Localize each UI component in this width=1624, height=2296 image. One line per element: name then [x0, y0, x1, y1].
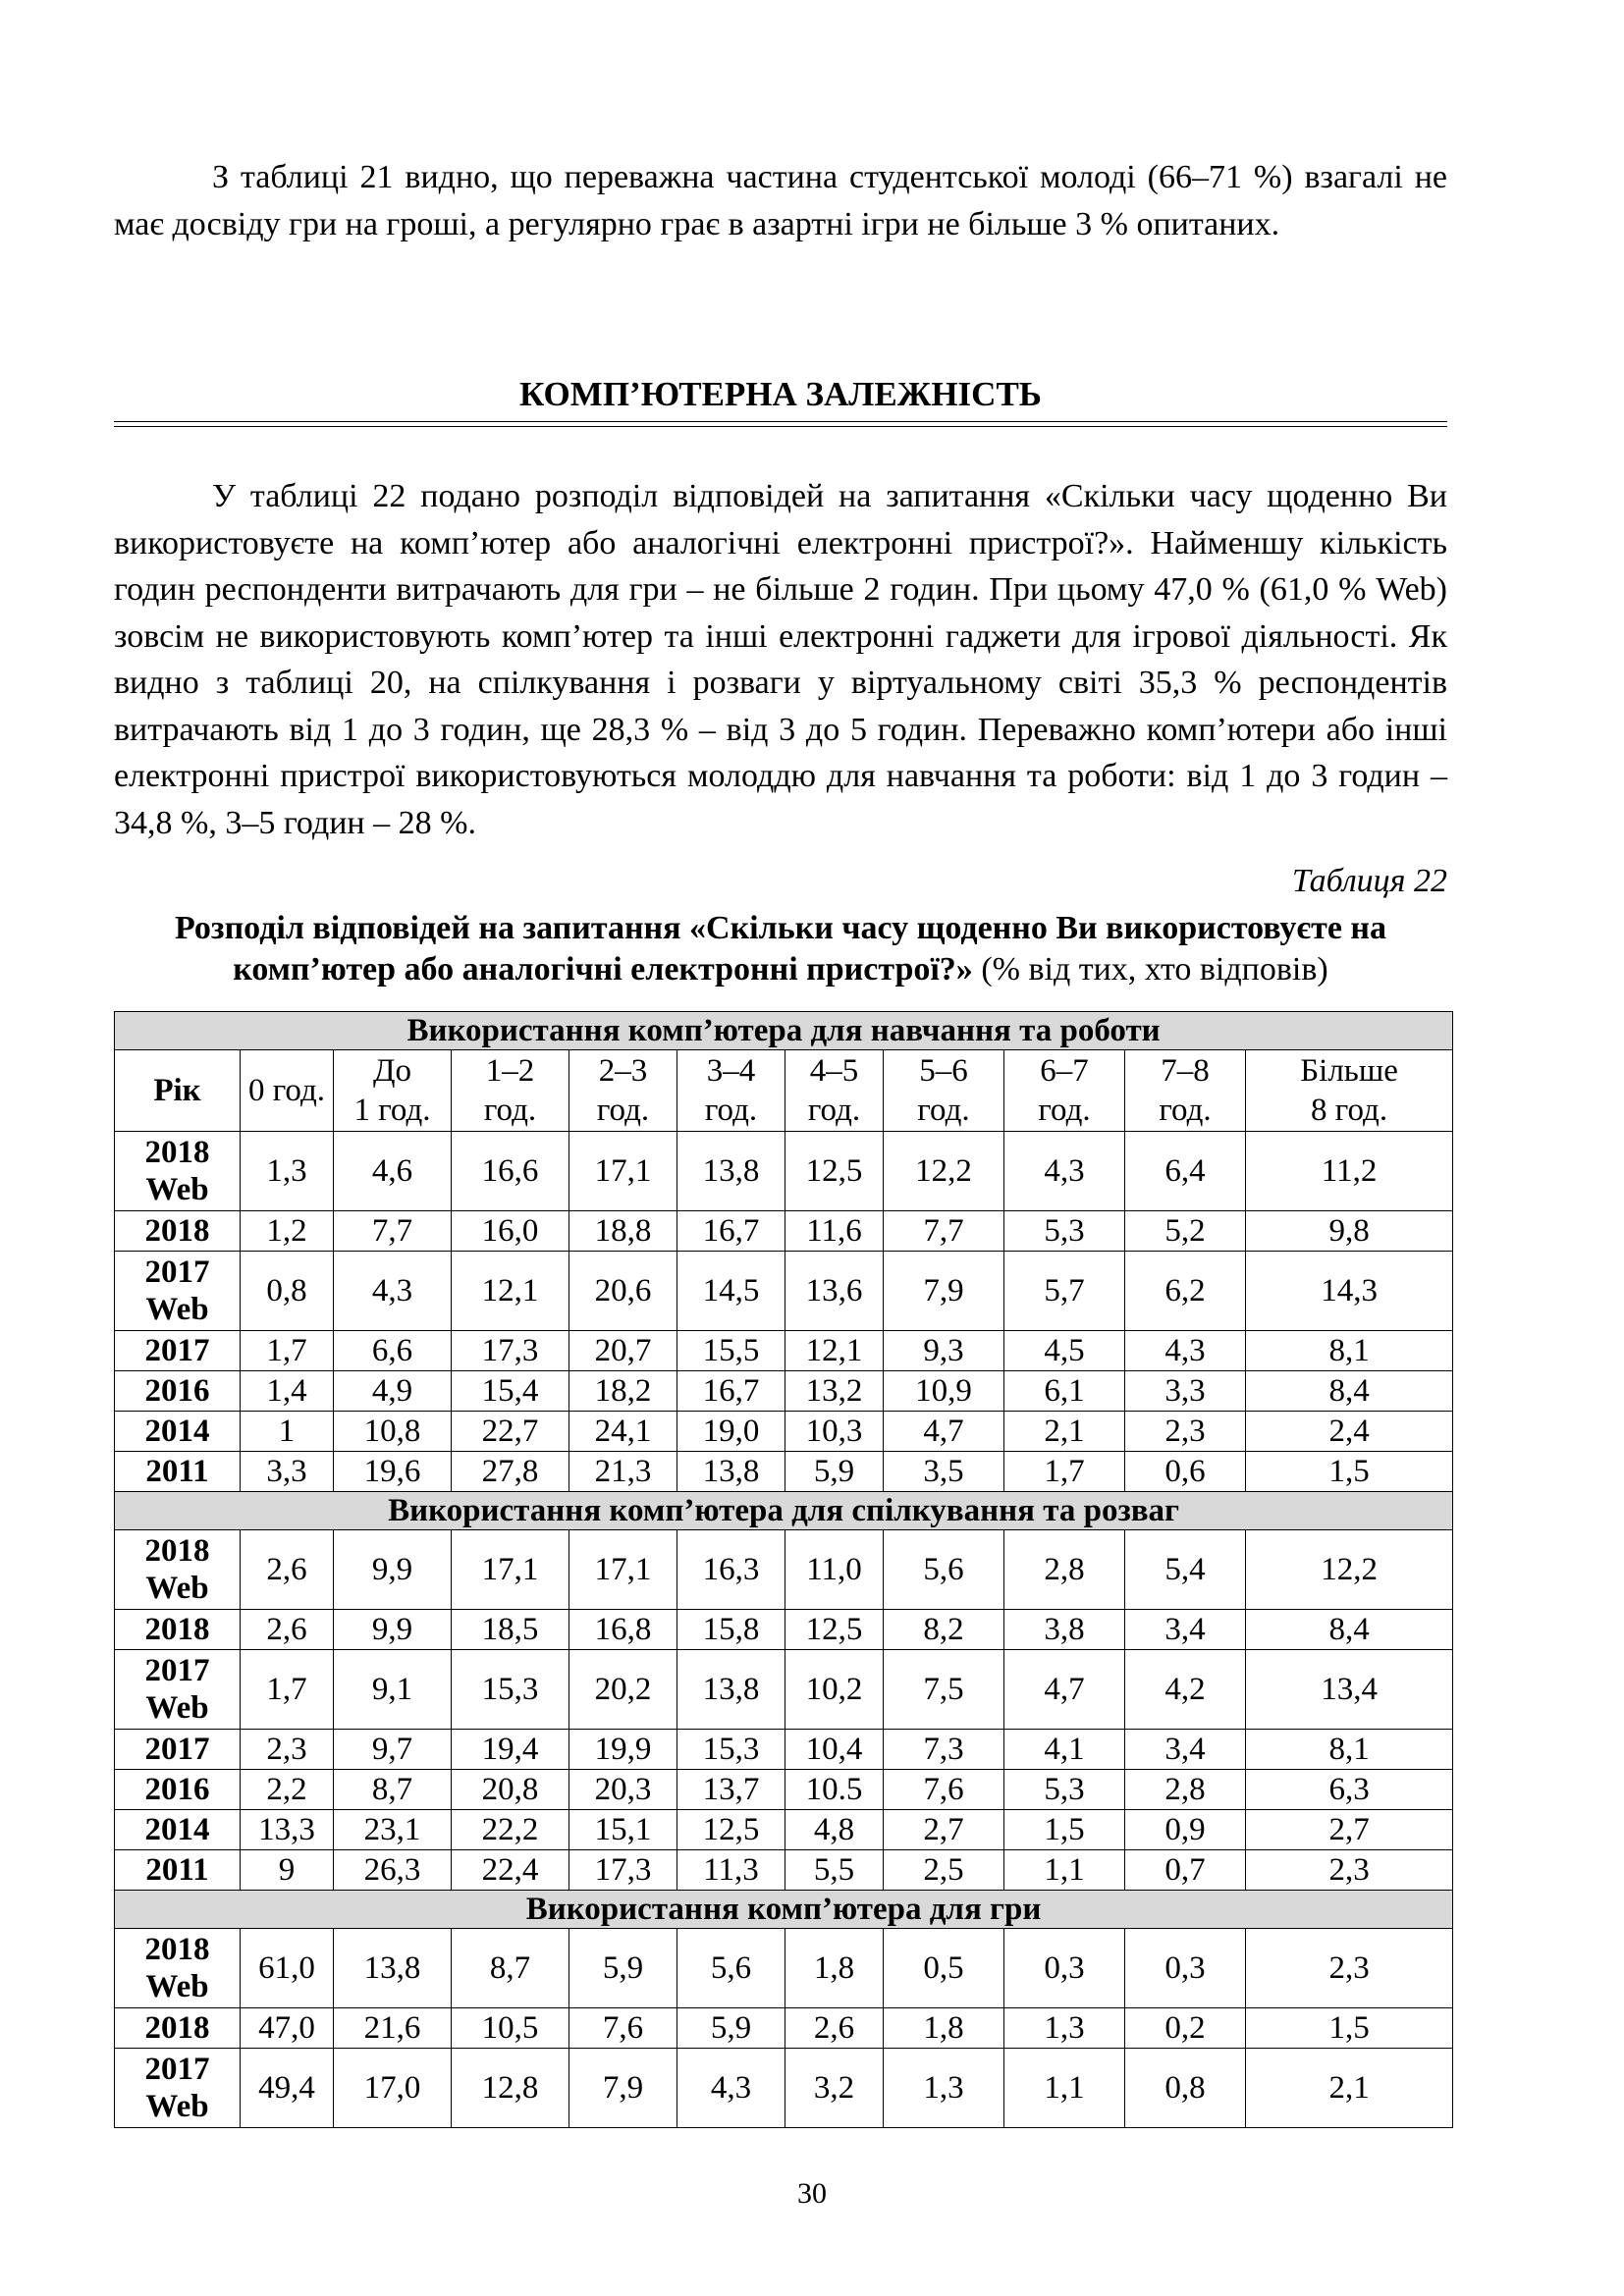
section-header-row	[115, 1012, 1453, 1050]
value-cell: 1,5	[1004, 1810, 1125, 1850]
year-sublabel: Web	[145, 2089, 209, 2124]
value-cell: 17,0	[334, 2049, 452, 2128]
value-cell: 16,8	[569, 1610, 677, 1650]
value-cell: 8,4	[1246, 1371, 1453, 1412]
value-cell: 3,5	[884, 1452, 1004, 1492]
value-cell: 5,6	[677, 1929, 785, 2008]
value-cell: 5,5	[785, 1850, 884, 1891]
section-title: Використання комп’ютера для гри	[115, 1891, 1453, 1929]
value-cell: 5,4	[1125, 1530, 1246, 1610]
value-cell: 3,4	[1125, 1730, 1246, 1770]
value-cell: 8,1	[1246, 1730, 1453, 1770]
value-cell: 19,4	[452, 1730, 569, 1770]
value-cell: 14,5	[677, 1252, 785, 1331]
value-cell: 10.5	[785, 1770, 884, 1810]
value-cell: 1,7	[241, 1650, 334, 1730]
value-cell: 6,1	[1004, 1371, 1125, 1412]
value-cell: 1,3	[241, 1132, 334, 1211]
value-cell: 9,7	[334, 1730, 452, 1770]
value-cell: 6,2	[1125, 1252, 1246, 1331]
value-cell: 5,9	[677, 2008, 785, 2049]
column-header-line1: 3–4	[706, 1053, 756, 1089]
value-cell: 10,8	[334, 1412, 452, 1452]
value-cell: 27,8	[452, 1452, 569, 1492]
value-cell: 9	[241, 1850, 334, 1891]
column-header-line2: 8 год.	[1311, 1093, 1388, 1128]
value-cell: 9,3	[884, 1331, 1004, 1371]
section-title: Використання комп’ютера для навчання та роботи	[115, 1012, 1453, 1050]
value-cell: 0,6	[1125, 1452, 1246, 1492]
year-label: 2018	[144, 1932, 210, 1967]
value-cell: 13,8	[677, 1452, 785, 1492]
column-header-line2: год.	[917, 1093, 970, 1128]
table-row	[115, 2049, 1453, 2128]
column-header-line1: Рік	[153, 1073, 201, 1108]
value-cell: 21,3	[569, 1452, 677, 1492]
year-cell	[115, 1929, 241, 2008]
value-cell: 10,2	[785, 1650, 884, 1730]
value-cell: 2,4	[1246, 1412, 1453, 1452]
value-cell: 13,7	[677, 1770, 785, 1810]
value-cell: 4,3	[1004, 1132, 1125, 1211]
year-sublabel: Web	[145, 1690, 209, 1726]
value-cell: 6,3	[1246, 1770, 1453, 1810]
column-header-line1: 4–5	[809, 1053, 859, 1089]
value-cell: 10,9	[884, 1371, 1004, 1412]
value-cell: 7,7	[884, 1211, 1004, 1252]
intro-paragraph: З таблиці 21 видно, що переважна частина студентської молоді (66–71 %) взагалі не має досвіду гри на гроші, а регулярно грає в азартні ігри не більше 3 % опитаних.	[114, 159, 1447, 242]
value-cell: 3,4	[1125, 1610, 1246, 1650]
value-cell: 16,6	[452, 1132, 569, 1211]
data-table	[114, 1011, 1453, 2128]
table-row	[115, 1211, 1453, 1252]
value-cell: 15,4	[452, 1371, 569, 1412]
value-cell: 13,8	[334, 1929, 452, 2008]
value-cell: 19,6	[334, 1452, 452, 1492]
value-cell: 0,8	[241, 1252, 334, 1331]
column-header-line1: До	[372, 1053, 411, 1089]
value-cell: 5,3	[1004, 1211, 1125, 1252]
column-header-line2: год.	[1159, 1093, 1212, 1128]
column-header-line1: 6–7	[1040, 1053, 1089, 1089]
value-cell: 1,2	[241, 1211, 334, 1252]
value-cell: 2,7	[884, 1810, 1004, 1850]
value-cell: 3,3	[1125, 1371, 1246, 1412]
value-cell: 12,1	[785, 1331, 884, 1371]
year-cell	[115, 1132, 241, 1211]
value-cell: 26,3	[334, 1850, 452, 1891]
table-caption-title: Розподіл відповідей на запитання «Скільки часу щоденно Ви використовуєте на комп’ютер або аналогічні електронні пристрої?»	[175, 910, 1386, 988]
column-header	[334, 1050, 452, 1132]
table-row	[115, 1371, 1453, 1412]
value-cell: 17,3	[452, 1331, 569, 1371]
value-cell: 5,9	[569, 1929, 677, 2008]
value-cell: 7,6	[569, 2008, 677, 2049]
value-cell: 10,5	[452, 2008, 569, 2049]
year-cell	[115, 1850, 241, 1891]
value-cell: 19,9	[569, 1730, 677, 1770]
year-cell	[115, 1452, 241, 1492]
value-cell: 5,9	[785, 1452, 884, 1492]
value-cell: 2,3	[241, 1730, 334, 1770]
table-row	[115, 2008, 1453, 2049]
year-cell	[115, 1211, 241, 1252]
value-cell: 3,3	[241, 1452, 334, 1492]
value-cell: 4,3	[334, 1252, 452, 1331]
table-row	[115, 1730, 1453, 1770]
value-cell: 17,3	[569, 1850, 677, 1891]
table-row	[115, 1331, 1453, 1371]
year-cell	[115, 1412, 241, 1452]
value-cell: 2,7	[1246, 1810, 1453, 1850]
value-cell: 2,3	[1246, 1850, 1453, 1891]
value-cell: 5,7	[1004, 1252, 1125, 1331]
value-cell: 8,1	[1246, 1331, 1453, 1371]
body-paragraph: У таблиці 22 подано розподіл відповідей на запитання «Скільки часу щоденно Ви використовуєте на комп’ютер або аналогічні електронні пристрої?». Найменшу кількість годин респонденти витрачають для гри – не більше 2 годин. При цьому 47,0 % (61,0 % Web) зовсім не використовують комп’ютер та інші електронні гаджети для ігрової діяльності. Як видно з таблиці 20, на спілкування і розваги у віртуальному світі 35,3 % респондентів витрачають від 1 до 3 годин, ще 28,3 % – від 3 до 5 годин. Переважно комп’ютери або інші електронні пристрої використовуються молоддю для навчання та роботи: від 1 до 3 годин – 34,8 %, 3–5 годин – 28 %.	[114, 478, 1447, 841]
table-row	[115, 1452, 1453, 1492]
column-header	[785, 1050, 884, 1132]
table-row	[115, 1530, 1453, 1610]
heading-rule-bottom	[114, 426, 1447, 427]
year-label: 2014	[144, 1414, 210, 1449]
value-cell: 0,3	[1004, 1929, 1125, 2008]
value-cell: 1,5	[1246, 1452, 1453, 1492]
section-header-row	[115, 1492, 1453, 1530]
value-cell: 15,5	[677, 1331, 785, 1371]
column-header	[1246, 1050, 1453, 1132]
value-cell: 1,8	[785, 1929, 884, 2008]
value-cell: 1,7	[241, 1331, 334, 1371]
value-cell: 20,2	[569, 1650, 677, 1730]
value-cell: 8,2	[884, 1610, 1004, 1650]
value-cell: 4,5	[1004, 1331, 1125, 1371]
value-cell: 5,6	[884, 1530, 1004, 1610]
value-cell: 22,7	[452, 1412, 569, 1452]
value-cell: 4,3	[1125, 1331, 1246, 1371]
table-row	[115, 1412, 1453, 1452]
column-header-line1: Більше	[1300, 1053, 1398, 1089]
table-row	[115, 1810, 1453, 1850]
value-cell: 12,5	[677, 1810, 785, 1850]
year-sublabel: Web	[145, 1969, 209, 2004]
value-cell: 2,1	[1246, 2049, 1453, 2128]
value-cell: 0,9	[1125, 1810, 1246, 1850]
year-label: 2017	[144, 1653, 210, 1688]
value-cell: 7,7	[334, 1211, 452, 1252]
value-cell: 11,3	[677, 1850, 785, 1891]
year-cell	[115, 1252, 241, 1331]
year-cell	[115, 1331, 241, 1371]
value-cell: 47,0	[241, 2008, 334, 2049]
value-cell: 12,5	[785, 1610, 884, 1650]
table-row	[115, 1650, 1453, 1730]
value-cell: 14,3	[1246, 1252, 1453, 1331]
value-cell: 24,1	[569, 1412, 677, 1452]
value-cell: 1,3	[1004, 2008, 1125, 2049]
value-cell: 2,6	[241, 1610, 334, 1650]
column-header	[1125, 1050, 1246, 1132]
value-cell: 16,7	[677, 1211, 785, 1252]
value-cell: 18,2	[569, 1371, 677, 1412]
table-row	[115, 1252, 1453, 1331]
value-cell: 7,3	[884, 1730, 1004, 1770]
value-cell: 5,2	[1125, 1211, 1246, 1252]
year-cell	[115, 1770, 241, 1810]
value-cell: 7,5	[884, 1650, 1004, 1730]
column-header	[241, 1050, 334, 1132]
value-cell: 12,5	[785, 1132, 884, 1211]
value-cell: 49,4	[241, 2049, 334, 2128]
value-cell: 7,6	[884, 1770, 1004, 1810]
value-cell: 16,3	[677, 1530, 785, 1610]
year-cell	[115, 1610, 241, 1650]
value-cell: 4,6	[334, 1132, 452, 1211]
value-cell: 2,3	[1125, 1412, 1246, 1452]
column-header	[677, 1050, 785, 1132]
value-cell: 1,1	[1004, 2049, 1125, 2128]
value-cell: 12,1	[452, 1252, 569, 1331]
year-label: 2011	[145, 1852, 209, 1888]
value-cell: 2,6	[241, 1530, 334, 1610]
value-cell: 1,5	[1246, 2008, 1453, 2049]
value-cell: 21,6	[334, 2008, 452, 2049]
value-cell: 2,3	[1246, 1929, 1453, 2008]
column-header	[884, 1050, 1004, 1132]
value-cell: 20,7	[569, 1331, 677, 1371]
year-label: 2017	[144, 1255, 210, 1290]
value-cell: 18,8	[569, 1211, 677, 1252]
column-header-line1: 5–6	[919, 1053, 968, 1089]
value-cell: 20,3	[569, 1770, 677, 1810]
column-header	[569, 1050, 677, 1132]
year-label: 2011	[145, 1454, 209, 1489]
value-cell: 1,3	[884, 2049, 1004, 2128]
year-sublabel: Web	[145, 1292, 209, 1327]
value-cell: 1,4	[241, 1371, 334, 1412]
value-cell: 3,8	[1004, 1610, 1125, 1650]
value-cell: 4,1	[1004, 1730, 1125, 1770]
table-row	[115, 1132, 1453, 1211]
value-cell: 13,4	[1246, 1650, 1453, 1730]
value-cell: 4,7	[884, 1412, 1004, 1452]
value-cell: 1,1	[1004, 1850, 1125, 1891]
column-header-line2: год.	[483, 1093, 537, 1128]
value-cell: 4,7	[1004, 1650, 1125, 1730]
value-cell: 0,7	[1125, 1850, 1246, 1891]
value-cell: 11,2	[1246, 1132, 1453, 1211]
year-cell	[115, 1810, 241, 1850]
column-header-line1: 0 год.	[247, 1073, 326, 1108]
value-cell: 16,0	[452, 1211, 569, 1252]
page-number: 30	[797, 2177, 827, 2210]
value-cell: 8,4	[1246, 1610, 1453, 1650]
year-label: 2014	[144, 1812, 210, 1847]
column-header-line2: 1 год.	[353, 1093, 431, 1128]
value-cell: 6,6	[334, 1331, 452, 1371]
year-sublabel: Web	[145, 1571, 209, 1606]
year-cell	[115, 1530, 241, 1610]
value-cell: 1	[241, 1412, 334, 1452]
table-caption-note: (% від тих, хто відповів)	[972, 951, 1328, 988]
value-cell: 17,1	[452, 1530, 569, 1610]
value-cell: 23,1	[334, 1810, 452, 1850]
value-cell: 2,8	[1004, 1530, 1125, 1610]
year-label: 2018	[144, 1135, 210, 1170]
value-cell: 61,0	[241, 1929, 334, 2008]
value-cell: 8,7	[334, 1770, 452, 1810]
value-cell: 2,2	[241, 1770, 334, 1810]
value-cell: 4,9	[334, 1371, 452, 1412]
value-cell: 13,6	[785, 1252, 884, 1331]
value-cell: 2,8	[1125, 1770, 1246, 1810]
section-heading: КОМП’ЮТЕРНА ЗАЛЕЖНІСТЬ	[519, 375, 1042, 413]
value-cell: 11,0	[785, 1530, 884, 1610]
value-cell: 3,2	[785, 2049, 884, 2128]
value-cell: 9,1	[334, 1650, 452, 1730]
table-row	[115, 1610, 1453, 1650]
year-label: 2016	[144, 1373, 210, 1409]
table-row	[115, 1850, 1453, 1891]
value-cell: 1,7	[1004, 1452, 1125, 1492]
value-cell: 13,8	[677, 1650, 785, 1730]
table-row	[115, 1770, 1453, 1810]
column-header-line1: 2–3	[598, 1053, 648, 1089]
value-cell: 10,4	[785, 1730, 884, 1770]
value-cell: 0,5	[884, 1929, 1004, 2008]
year-cell	[115, 1371, 241, 1412]
value-cell: 12,2	[884, 1132, 1004, 1211]
value-cell: 22,4	[452, 1850, 569, 1891]
value-cell: 2,1	[1004, 1412, 1125, 1452]
value-cell: 15,8	[677, 1610, 785, 1650]
column-header-line2: год.	[1038, 1093, 1091, 1128]
section-title: Використання комп’ютера для спілкування та розваг	[115, 1492, 1453, 1530]
heading-rule-top	[114, 421, 1447, 422]
column-header-row	[115, 1050, 1453, 1132]
value-cell: 6,4	[1125, 1132, 1246, 1211]
value-cell: 11,6	[785, 1211, 884, 1252]
column-header-line2: год.	[807, 1093, 861, 1128]
value-cell: 10,3	[785, 1412, 884, 1452]
value-cell: 2,6	[785, 2008, 884, 2049]
year-cell	[115, 1650, 241, 1730]
table-label: Таблиця 22	[1291, 863, 1447, 899]
value-cell: 7,9	[884, 1252, 1004, 1331]
column-header	[452, 1050, 569, 1132]
column-header	[115, 1050, 241, 1132]
column-header-line1: 7–8	[1161, 1053, 1210, 1089]
value-cell: 12,2	[1246, 1530, 1453, 1610]
value-cell: 13,3	[241, 1810, 334, 1850]
value-cell: 20,6	[569, 1252, 677, 1331]
value-cell: 17,1	[569, 1530, 677, 1610]
year-label: 2018	[144, 2010, 210, 2046]
year-label: 2017	[144, 2052, 210, 2087]
column-header-line1: 1–2	[485, 1053, 535, 1089]
value-cell: 8,7	[452, 1929, 569, 2008]
year-label: 2017	[144, 1732, 210, 1767]
value-cell: 0,2	[1125, 2008, 1246, 2049]
year-label: 2018	[144, 1612, 210, 1647]
value-cell: 18,5	[452, 1610, 569, 1650]
value-cell: 15,3	[452, 1650, 569, 1730]
year-label: 2017	[144, 1333, 210, 1368]
value-cell: 9,9	[334, 1530, 452, 1610]
value-cell: 9,8	[1246, 1211, 1453, 1252]
table-caption	[114, 908, 1447, 990]
value-cell: 2,5	[884, 1850, 1004, 1891]
value-cell: 19,0	[677, 1412, 785, 1452]
value-cell: 15,1	[569, 1810, 677, 1850]
value-cell: 16,7	[677, 1371, 785, 1412]
value-cell: 17,1	[569, 1132, 677, 1211]
year-cell	[115, 2008, 241, 2049]
value-cell: 7,9	[569, 2049, 677, 2128]
section-header-row	[115, 1891, 1453, 1929]
value-cell: 9,9	[334, 1610, 452, 1650]
year-label: 2016	[144, 1772, 210, 1807]
year-label: 2018	[144, 1533, 210, 1569]
value-cell: 13,2	[785, 1371, 884, 1412]
value-cell: 0,3	[1125, 1929, 1246, 2008]
value-cell: 4,8	[785, 1810, 884, 1850]
value-cell: 4,3	[677, 2049, 785, 2128]
value-cell: 0,8	[1125, 2049, 1246, 2128]
year-cell	[115, 2049, 241, 2128]
value-cell: 12,8	[452, 2049, 569, 2128]
year-sublabel: Web	[145, 1172, 209, 1207]
year-label: 2018	[144, 1213, 210, 1249]
column-header	[1004, 1050, 1125, 1132]
value-cell: 5,3	[1004, 1770, 1125, 1810]
column-header-line2: год.	[704, 1093, 758, 1128]
value-cell: 4,2	[1125, 1650, 1246, 1730]
value-cell: 13,8	[677, 1132, 785, 1211]
value-cell: 22,2	[452, 1810, 569, 1850]
table-row	[115, 1929, 1453, 2008]
column-header-line2: год.	[596, 1093, 650, 1128]
value-cell: 1,8	[884, 2008, 1004, 2049]
value-cell: 20,8	[452, 1770, 569, 1810]
value-cell: 15,3	[677, 1730, 785, 1770]
year-cell	[115, 1730, 241, 1770]
